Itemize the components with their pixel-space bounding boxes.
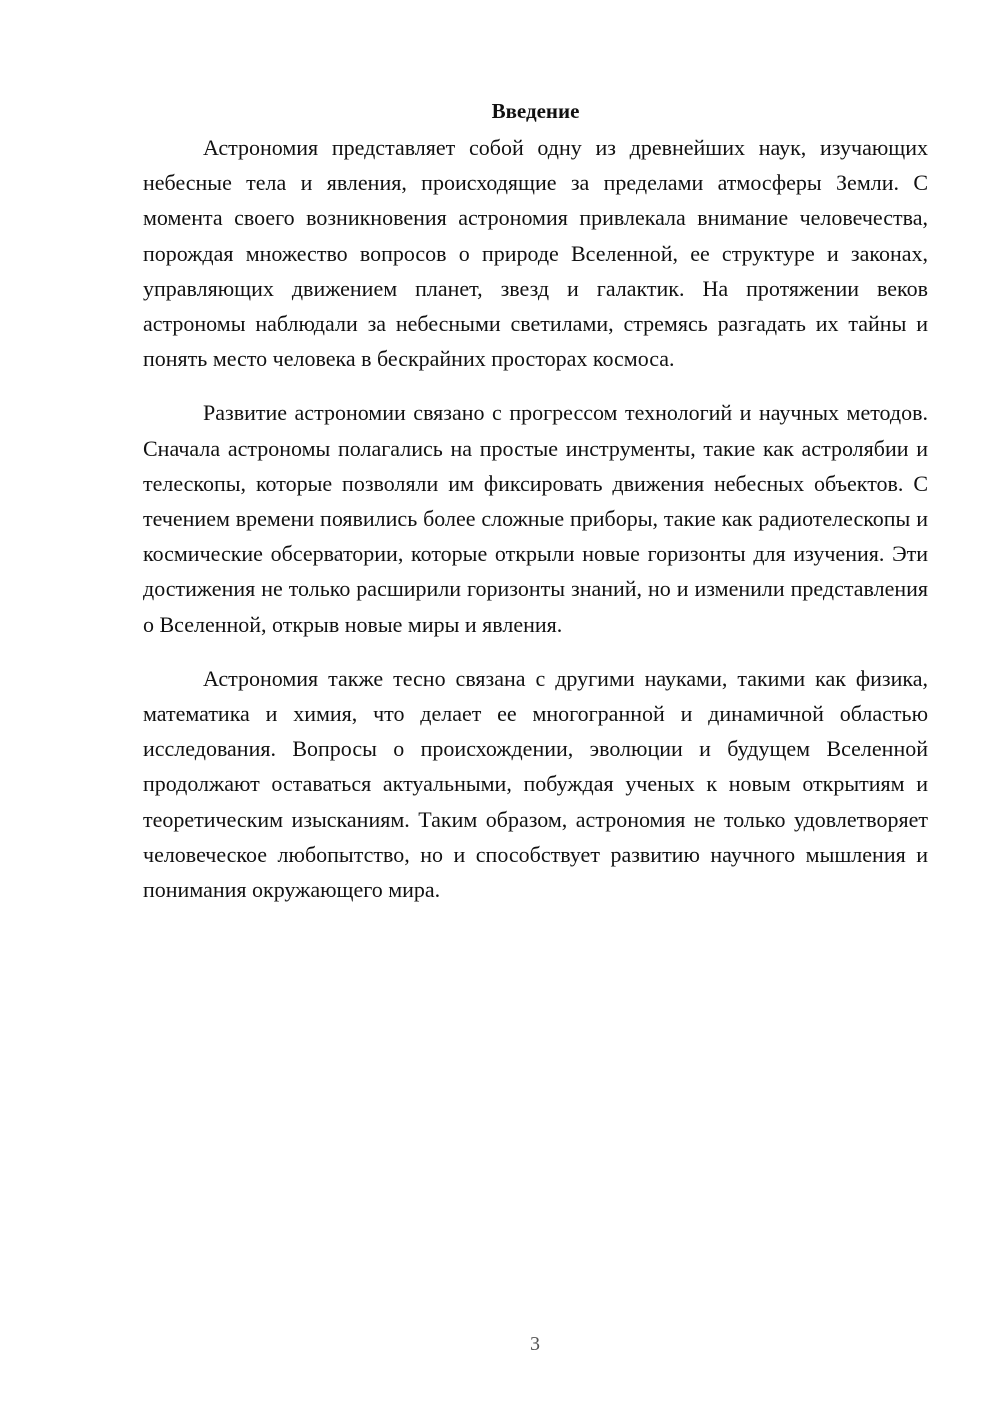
page-number: 3 [530,1333,540,1355]
paragraph-2: Развитие астрономии связано с прогрессом технологий и научных методов. Сначала астрономы полагались на простые инструменты, такие как астролябии и телескопы, которые позволяли им фиксировать движения небесных объектов. С течением времени появились более сложные приборы, такие как радиотелескопы и космические обсерватории, которые открыли новые горизонты для изучения. Эти достижения не только расширили горизонты знаний, но и изменили представления о Вселенной, открыв новые миры и явления. [143,400,928,637]
page-content [143,96,928,926]
paragraph-1: Астрономия представляет собой одну из древнейших наук, изучающих небесные тела и явления, происходящие за пределами атмосферы Земли. С момента своего возникновения астрономия привлекала внимание человечества, порождая множество вопросов о природе Вселенной, ее структуре и законах, управляющих движением планет, звезд и галактик. На протяжении веков астрономы наблюдали за небесными светилами, стремясь разгадать их тайны и понять место человека в бескрайних просторах космоса. [143,135,928,372]
paragraph-3: Астрономия также тесно связана с другими науками, такими как физика, математика и химия, что делает ее многогранной и динамичной областью исследования. Вопросы о происхождении, эволюции и будущем Вселенной продолжают оставаться актуальными, побуждая ученых к новым открытиям и теоретическим изысканиям. Таким образом, астрономия не только удовлетворяет человеческое любопытство, но и способствует развитию научного мышления и понимания окружающего мира. [143,665,928,903]
section-title: Введение [491,99,580,123]
